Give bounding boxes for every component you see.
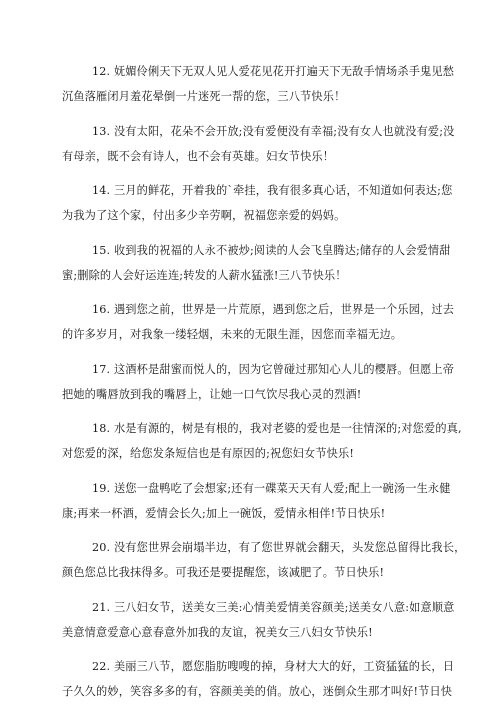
entry-line: 子久久的妙，笑容多多的有，容颜美美的俏。放心，迷倒众生那才叫好!节日快 — [62, 685, 453, 698]
entry-line: 20. 没有您世界会崩塌半边，有了您世界就会翻天，头发您总留得比我长， — [92, 541, 466, 554]
list-item — [62, 178, 453, 228]
entry-line: 为我为了这个家，付出多少辛劳啊，祝福您亲爱的妈妈。 — [62, 209, 346, 222]
list-item — [62, 595, 455, 645]
entry-line: 21. 三八妇女节，送美女三美:心情美爱情美容颜美;送美女八意:如意顺意 — [92, 600, 455, 614]
list-item — [62, 416, 462, 466]
entry-line: 17. 这酒杯是甜蜜而悦人的，因为它曾碰过那知心人儿的樱唇。但愿上帝 — [92, 362, 455, 376]
entry-line: 有母亲，既不会有诗人，也不会有英雄。妇女节快乐！ — [62, 149, 335, 163]
entry-line: 22. 美丽三八节，愿您脂肪嗖嗖的掉，身材大大的好，工资猛猛的长，日 — [92, 660, 455, 673]
entry-line: 13. 没有太阳，花朵不会开放;没有爱便没有幸福;没有女人也就没有爱;没 — [92, 124, 455, 138]
list-item — [62, 119, 455, 169]
entry-line: 的许多岁月，对我象一缕轻烟，未来的无限生涯，因您而幸福无边。 — [62, 328, 403, 341]
entry-line: 对您爱的深，给您发条短信也是有原因的;祝您妇女节快乐! — [62, 447, 355, 460]
list-item — [62, 297, 455, 347]
wishes-list — [62, 59, 466, 714]
entry-line: 14. 三月的鲜花，开着我的`牵挂，我有很多真心话，不知道如何表达;您 — [92, 184, 453, 197]
entry-line: 把她的嘴唇放到我的嘴唇上，让她一口气饮尽我心灵的烈酒! — [62, 387, 362, 401]
list-item — [62, 535, 466, 585]
entry-line: 18. 水是有源的，树是有根的，我对老婆的爱也是一往情深的;对您爱的真, — [92, 422, 462, 435]
entry-line: 沉鱼落雁闭月羞花晕倒一片迷死一帮的您，三八节快乐！ — [62, 90, 346, 103]
entry-line: 颜色您总比我抹得多。可我还是要提醒您，该减肥了。节日快乐! — [62, 566, 385, 579]
entry-line: 康;再来一杯酒，爱情会长久;加上一碗饭，爱情永相伴!节日快乐! — [62, 506, 386, 520]
entry-line: 16. 遇到您之前，世界是一片荒原，遇到您之后，世界是一个乐园，过去 — [92, 303, 455, 316]
entry-line: 19. 送您一盘鸭吃了会想家;还有一碟菜天天有人爱;配上一碗汤一生永健 — [92, 481, 451, 495]
entry-line: 蜜;删除的人会好运连连;转发的人薪水猛涨!三八节快乐！ — [62, 268, 347, 282]
list-item — [62, 59, 455, 109]
entry-line: 12. 妩媚伶俐天下无双人见人爱花见花开打遍天下无敌手情场杀手鬼见愁 — [92, 65, 455, 78]
entry-line: 15. 收到我的祝福的人永不被炒;阅读的人会飞皇腾达;储存的人会爱情甜 — [92, 243, 451, 257]
list-item — [62, 654, 455, 704]
list-item — [62, 476, 451, 526]
list-item — [62, 357, 455, 407]
list-item — [62, 238, 451, 288]
entry-line: 美意情意爱意心意春意外加我的友谊，祝美女三八妇女节快乐! — [62, 625, 373, 639]
